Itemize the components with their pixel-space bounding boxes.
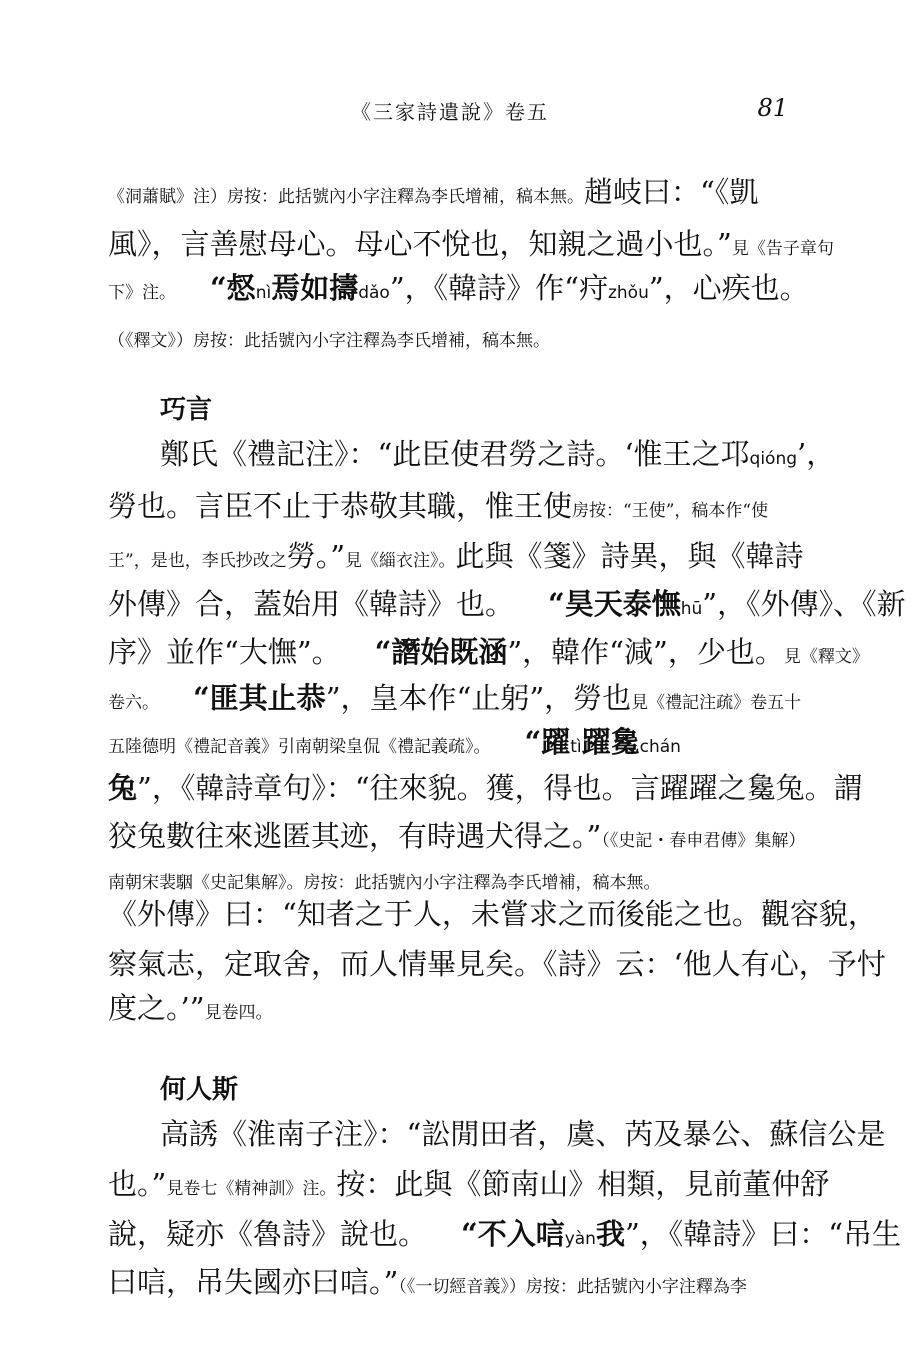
text-run: 勞。” [286,539,346,573]
text-line [108,262,809,314]
bold-quote: “惄 [210,271,256,305]
text-line [108,626,869,678]
small-note: 《洞蕭賦》注）房按：此括號內小字注釋為李氏增補，稿本無。 [108,187,584,207]
bold-quote: “譖始既涵 [374,635,508,669]
bold-quote: “躍 [524,725,571,759]
bold-quote: 躍毚 [581,725,640,759]
text-run: 《外傳》曰：“知者之于人，未嘗求之而後能之也。觀容貌， [108,897,877,931]
text-run: ”，皇本作“止躬”，勞也 [325,681,632,715]
text-run: ”，《外傳》、《新 [702,587,906,621]
pinyin-gloss: chán [639,737,681,757]
small-note: （《史記・春申君傳》集解） [601,831,806,851]
small-note: 卷六。 [108,693,159,713]
text-run: 曰唁，吊失國亦曰唁。” [108,1265,399,1299]
text-line [108,1108,886,1160]
small-note: 王”，是也，李氏抄改之 [108,551,287,571]
pinyin-gloss: hū [680,599,703,619]
small-note: 見《禮記注疏》卷五十 [631,693,802,713]
text-run: ”，《韓詩章句》：“往來貌。獲，得也。言躍躍之毚兔。謂 [137,771,863,805]
pinyin-gloss: tì [570,737,582,757]
page-header [0,96,900,126]
small-note: （《一切經音義》）房按：此括號內小字注釋為李 [398,1277,747,1297]
bold-quote: 我 [595,1217,625,1251]
text-run: 度之。’” [108,991,205,1025]
text-line [108,480,792,532]
text-run: 按：此與《節南山》相類，見前董仲舒 [336,1167,830,1201]
small-note: 見卷七《精神訓》注。 [166,1179,337,1199]
text-run: 察氣志，定取舍，而人情畢見矣。《詩》云：‘他人有心，予忖 [108,947,886,981]
running-title: 《三家詩遺說》卷五 [351,100,549,124]
pinyin-gloss: qióng [749,449,798,469]
pinyin-gloss: dǎo [358,283,390,303]
small-note: 見《釋文》 [783,647,869,667]
text-run: ”，《韓詩》作“疛 [389,271,608,305]
text-line [108,716,792,768]
small-note: 見《告子章句 [731,239,834,259]
text-run: 勞也。言臣不止于恭敬其職，惟王使 [108,489,573,523]
text-run: 外傳》合，蓋始用《韓詩》也。 [108,587,515,621]
page-number: 81 [757,94,788,122]
text-run: ”，心疾也。 [648,271,809,305]
bold-quote: “不入唁 [461,1217,565,1251]
small-note: 房按：“王使”，稿本作“使 [572,501,769,521]
text-run: 高誘《淮南子注》：“訟閒田者，虞、芮及暴公、蘇信公是 [160,1117,886,1151]
small-note: 五陸德明《禮記音義》引南朝梁皇侃《禮記義疏》。 [108,737,491,757]
section-heading: 巧言 [160,395,213,425]
section-heading: 何人斯 [160,1075,239,1105]
text-line [108,166,792,218]
text-run: ”，《韓詩》曰：“吊生 [624,1217,902,1251]
bold-quote: 焉如擣 [271,271,359,305]
text-run: 狡兔數往來逃匿其迹，有時遇犬得之。” [108,819,602,853]
text-run: 此與《箋》詩異，與《韓詩 [455,539,804,573]
bold-quote: “匪其止恭 [193,681,326,715]
bold-quote: “昊天泰憮 [548,587,681,621]
text-run: 趙岐曰：“《凱 [584,175,759,209]
bold-quote: 兔 [108,771,138,805]
pinyin-gloss: zhǒu [607,283,649,303]
text-line [108,1256,792,1308]
text-run: 鄭氏《禮記注》：“此臣使君勞之詩。‘惟王之邛 [160,437,750,471]
text-run: 風》，言善慰母心。母心不悅也，知親之過小也。” [108,227,732,261]
text-line [108,530,804,582]
text-run: 說，疑亦《魯詩》說也。 [108,1217,428,1251]
small-note: 見卷四。 [204,1003,273,1023]
text-run: ’， [797,437,836,471]
text-line [108,982,792,1034]
text-line [108,762,863,814]
small-note: 南朝宋裴駰《史記集解》。房按：此括號內小字注釋為李氏增補，稿本無。 [108,873,661,893]
text-run: ”，韓作“減”，少也。 [507,635,784,669]
text-line [108,310,792,362]
text-line [108,1158,830,1210]
pinyin-gloss: nì [255,283,272,303]
pinyin-gloss: yàn [564,1229,596,1249]
small-note: 見《緇衣注》。 [345,551,456,571]
text-line [108,428,836,480]
small-note: 下》注。 [108,283,176,303]
text-line [108,888,877,940]
text-run: 也。” [108,1167,167,1201]
small-note: （《釋文》）房按：此括號內小字注釋為李氏增補，稿本無。 [108,331,550,351]
text-line [108,578,906,630]
text-line [108,1208,902,1260]
text-run: 序》並作“大憮”。 [108,635,341,669]
